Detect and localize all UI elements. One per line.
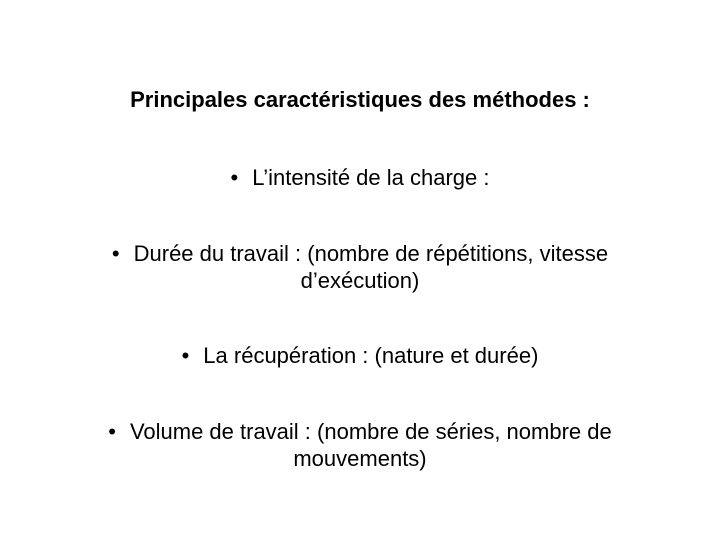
bullet-item-duration: [0, 240, 720, 294]
bullet-icon: •: [111, 241, 120, 266]
slide-title: Principales caractéristiques des méthodes :: [130, 87, 590, 112]
bullet-text: Durée du travail : (nombre de répétitions, vitesse: [133, 241, 609, 266]
bullet-item-volume: [0, 418, 720, 472]
bullet-text: Volume de travail : (nombre de séries, nombre de: [129, 419, 612, 444]
bullet-item-intensity: [0, 164, 720, 191]
bullet-text-continued: mouvements): [293, 446, 427, 471]
bullet-icon: •: [108, 419, 116, 444]
bullet-icon: •: [230, 165, 239, 190]
bullet-text: L’intensité de la charge :: [252, 165, 490, 190]
bullet-item-recovery: [0, 342, 720, 369]
bullet-text: La récupération : (nature et durée): [203, 343, 539, 368]
bullet-text-continued: d’exécution): [300, 268, 420, 293]
bullet-icon: •: [181, 343, 190, 368]
